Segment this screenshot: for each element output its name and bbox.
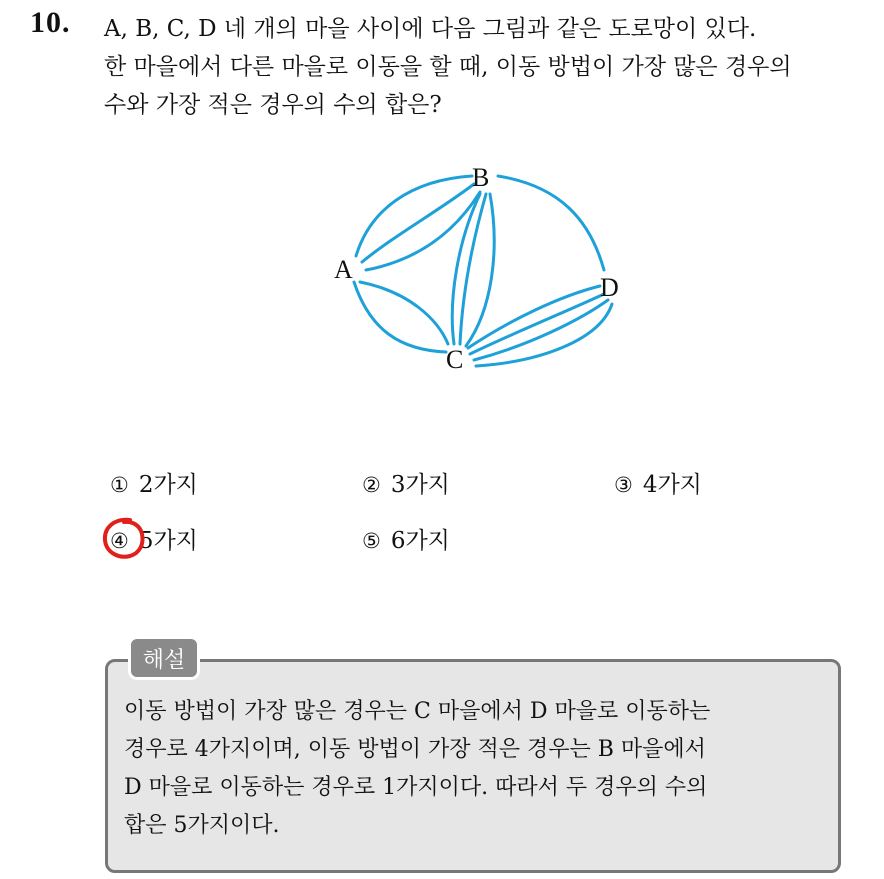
solution-line: 경우로 4가지이며, 이동 방법이 가장 적은 경우는 B 마을에서 (124, 737, 706, 762)
solution-line: 합은 5가지이다. (124, 813, 280, 838)
choice-marker: ① (110, 473, 129, 497)
road-network-diagram (320, 150, 640, 390)
solution-text (124, 693, 834, 845)
solution-label: 해설 (128, 636, 200, 680)
choice-text: 6가지 (390, 528, 450, 554)
choice-3[interactable] (614, 466, 702, 499)
node-label-c: C (446, 345, 464, 374)
road-b-c (452, 194, 480, 344)
choice-text: 5가지 (138, 528, 198, 554)
choice-marker: ② (362, 473, 381, 497)
choice-1[interactable] (110, 466, 198, 499)
selected-answer-circle (100, 514, 148, 562)
choice-text: 4가지 (642, 472, 702, 498)
question-line: 수와 가장 적은 경우의 수의 합은? (104, 92, 442, 118)
choice-text: 2가지 (138, 472, 198, 498)
road-c-d (470, 294, 604, 354)
choice-marker: ③ (614, 473, 633, 497)
question-number: 10. (30, 6, 71, 39)
node-label-a: A (334, 255, 353, 284)
roads (354, 176, 612, 366)
choice-2[interactable] (362, 466, 450, 499)
road-a-b (356, 176, 472, 256)
road-a-b (366, 192, 480, 270)
node-label-b: B (472, 163, 490, 192)
choice-marker: ④ (110, 529, 129, 553)
choice-marker: ⑤ (362, 529, 381, 553)
road-b-d (498, 176, 604, 270)
solution-line: D 마을로 이동하는 경우로 1가지이다. 따라서 두 경우의 수의 (124, 775, 708, 800)
road-a-c (354, 282, 446, 352)
node-label-d: D (600, 273, 619, 302)
road-b-c (460, 194, 486, 344)
question-line: 한 마을에서 다른 마을로 이동을 할 때, 이동 방법이 가장 많은 경우의 (104, 54, 792, 80)
road-a-c (360, 282, 448, 344)
question-text (104, 10, 874, 124)
choice-text: 3가지 (390, 472, 450, 498)
solution-line: 이동 방법이 가장 많은 경우는 C 마을에서 D 마을로 이동하는 (124, 699, 711, 724)
question-line: A, B, C, D 네 개의 마을 사이에 다음 그림과 같은 도로망이 있다. (104, 16, 757, 42)
choice-5[interactable] (362, 522, 450, 555)
